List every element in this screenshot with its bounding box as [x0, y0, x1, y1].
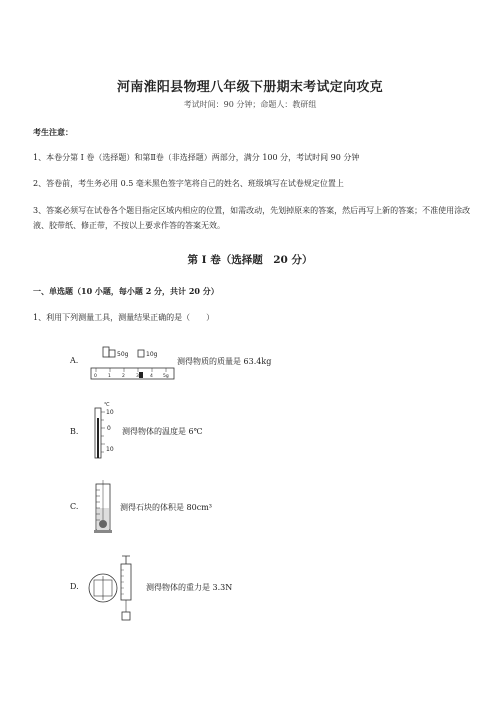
svg-text:0: 0: [107, 425, 111, 432]
svg-text:5g: 5g: [163, 374, 169, 379]
option-d-text: 测得物体的重力是 3.3N: [146, 583, 233, 592]
svg-text:10: 10: [106, 409, 114, 416]
svg-text:10: 10: [106, 446, 114, 453]
balance-ruler-figure: [90, 344, 176, 382]
spring-scale-figure: [84, 554, 144, 624]
option-d-letter: D.: [70, 582, 79, 591]
exam-subtitle: 考试时间：90 分钟；命题人：教研组: [183, 100, 317, 109]
svg-text:1: 1: [108, 374, 111, 379]
option-b-text: 测得物体的温度是 6℃: [122, 427, 203, 436]
notice-item-1: 1、本卷分第 I 卷（选择题）和第Ⅱ卷（非选择题）两部分，满分 100 分，考试时间 90 分钟: [33, 153, 360, 162]
weight-10g: 10g: [146, 351, 158, 358]
svg-text:4: 4: [150, 374, 153, 379]
page-title: 河南淮阳县物理八年级下册期末考试定向攻克: [116, 80, 383, 95]
option-a-text: 测得物质的质量是 63.4kg: [177, 357, 272, 366]
option-c-letter: C.: [70, 502, 79, 511]
notice-item-2: 2、答卷前，考生务必用 0.5 毫米黑色签字笔将自己的姓名、班级填写在试卷规定位置上: [33, 179, 344, 188]
thermo-unit: ℃: [104, 402, 110, 408]
svg-text:2: 2: [122, 374, 125, 379]
section-title: 第 I 卷（选择题 20 分）: [187, 254, 313, 266]
option-c-text: 测得石块的体积是 80cm³: [120, 503, 212, 512]
part-title: 一、单选题（10 小题，每小题 2 分，共计 20 分）: [33, 286, 219, 296]
thermometer-figure: [90, 398, 122, 462]
question-stem: 1、利用下列测量工具，测量结果正确的是（ ）: [33, 313, 215, 322]
option-a-letter: A.: [70, 356, 79, 365]
option-b-letter: B.: [70, 427, 79, 436]
weight-50g: 50g: [117, 351, 129, 358]
notice-heading: 考生注意：: [33, 127, 73, 137]
notice-item-3: 3、答案必须写在试卷各个题目指定区域内相应的位置，如需改动，先划掉原来的答案，然后再写上新的答案；不准使用涂改液、胶带纸、修正带，不按以上要求作答的答案无效。: [33, 206, 471, 230]
graduated-cylinder-figure: [90, 478, 118, 534]
svg-text:0: 0: [94, 374, 97, 379]
svg-text:3: 3: [136, 374, 139, 379]
